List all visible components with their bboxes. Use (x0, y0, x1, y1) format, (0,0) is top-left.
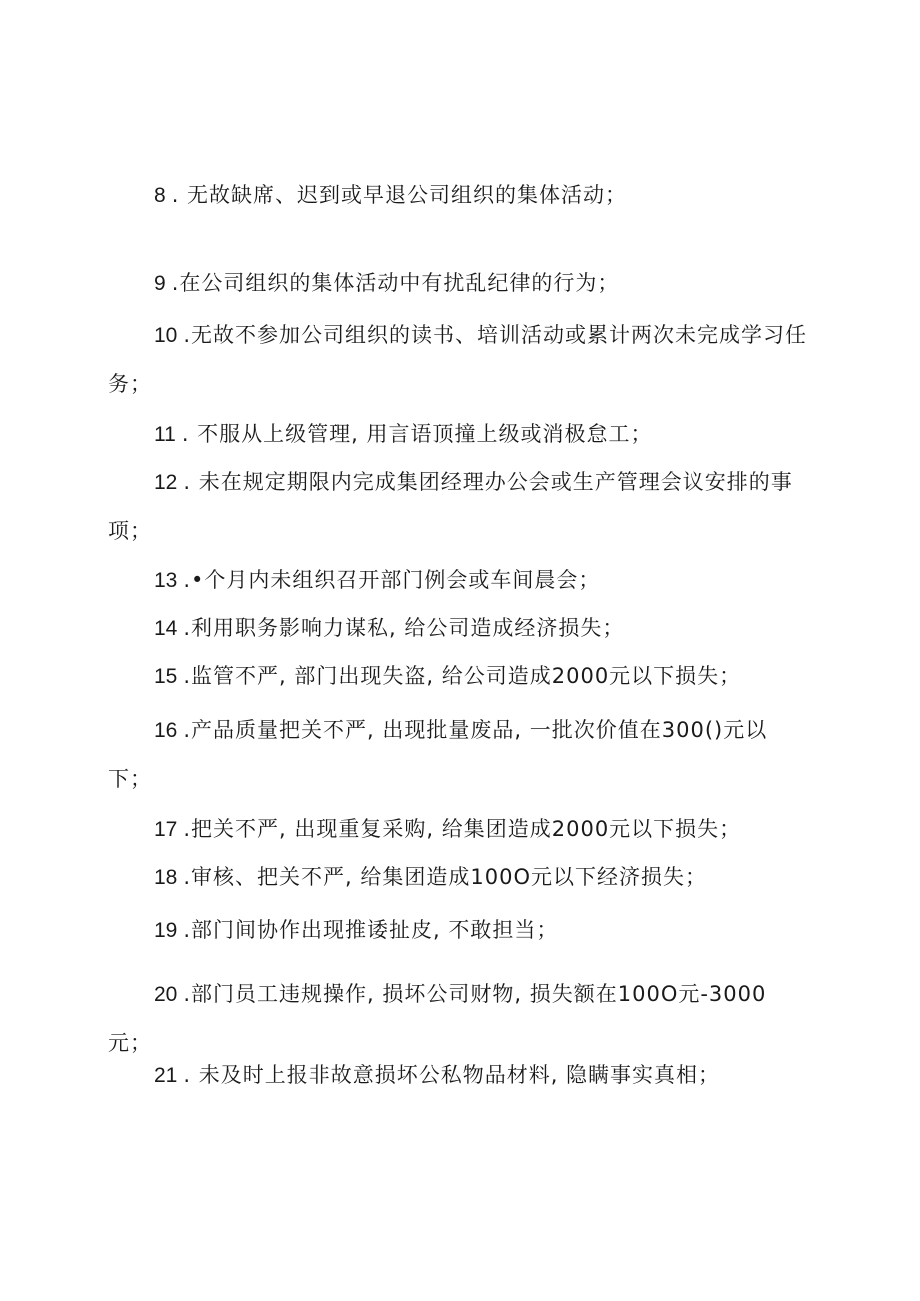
item-text: .部门员工违规操作, 损坏公司财物, 损失额在100O元-3000元； (108, 982, 767, 1055)
item-text: .无故不参加公司组织的读书、培训活动或累计两次未完成学习任务； (108, 323, 808, 396)
item-text: .部门间协作出现推诿扯皮, 不敢担当； (183, 918, 559, 942)
item-number: 13 (154, 569, 178, 592)
item-text: .在公司组织的集体活动中有扰乱纪律的行为； (171, 271, 620, 295)
list-item (108, 171, 808, 220)
item-number: 21 (154, 1064, 178, 1087)
item-number: 17 (154, 818, 178, 841)
item-number: 11 (154, 423, 176, 446)
item-text: .产品质量把关不严, 出现批量废品, 一批次价值在300()元以下； (108, 718, 768, 791)
item-text: .监管不严, 部门出现失盗, 给公司造成2000元以下损失； (183, 664, 742, 688)
list-item (108, 853, 808, 902)
item-number: 14 (154, 617, 178, 640)
item-text: . 未及时上报非故意损坏公私物品材料, 隐瞒事实真相； (183, 1063, 721, 1087)
item-number: 12 (154, 471, 178, 494)
list-item (108, 458, 808, 555)
item-text: .利用职务影响力谋私, 给公司造成经济损失； (183, 616, 625, 640)
item-text: .把关不严, 出现重复采购, 给集团造成2000元以下损失； (183, 817, 742, 841)
item-text: . 不服从上级管理, 用言语顶撞上级或消极怠工； (181, 422, 653, 446)
item-number: 15 (154, 665, 178, 688)
item-number: 19 (154, 919, 178, 942)
list-item (108, 1051, 808, 1100)
item-number: 8 (154, 184, 166, 207)
item-text: .•个月内未组织召开部门例会或车间晨会； (183, 568, 601, 592)
list-item (108, 259, 808, 308)
list-item (108, 556, 808, 605)
list-item (108, 805, 808, 854)
item-number: 18 (154, 866, 178, 889)
item-text: . 未在规定期限内完成集团经理办公会或生产管理会议安排的事项； (108, 470, 793, 543)
list-item (108, 311, 808, 408)
list-item (108, 906, 808, 955)
item-number: 16 (154, 719, 178, 742)
item-number: 10 (154, 324, 178, 347)
item-text: . 无故缺席、迟到或早退公司组织的集体活动； (171, 183, 628, 207)
list-item (108, 706, 808, 803)
item-number: 20 (154, 983, 178, 1006)
item-text: .审核、把关不严, 给集团造成100O元以下经济损失； (183, 865, 707, 889)
item-number: 9 (154, 272, 166, 295)
list-item (108, 410, 808, 459)
list-item (108, 652, 808, 701)
list-item (108, 604, 808, 653)
